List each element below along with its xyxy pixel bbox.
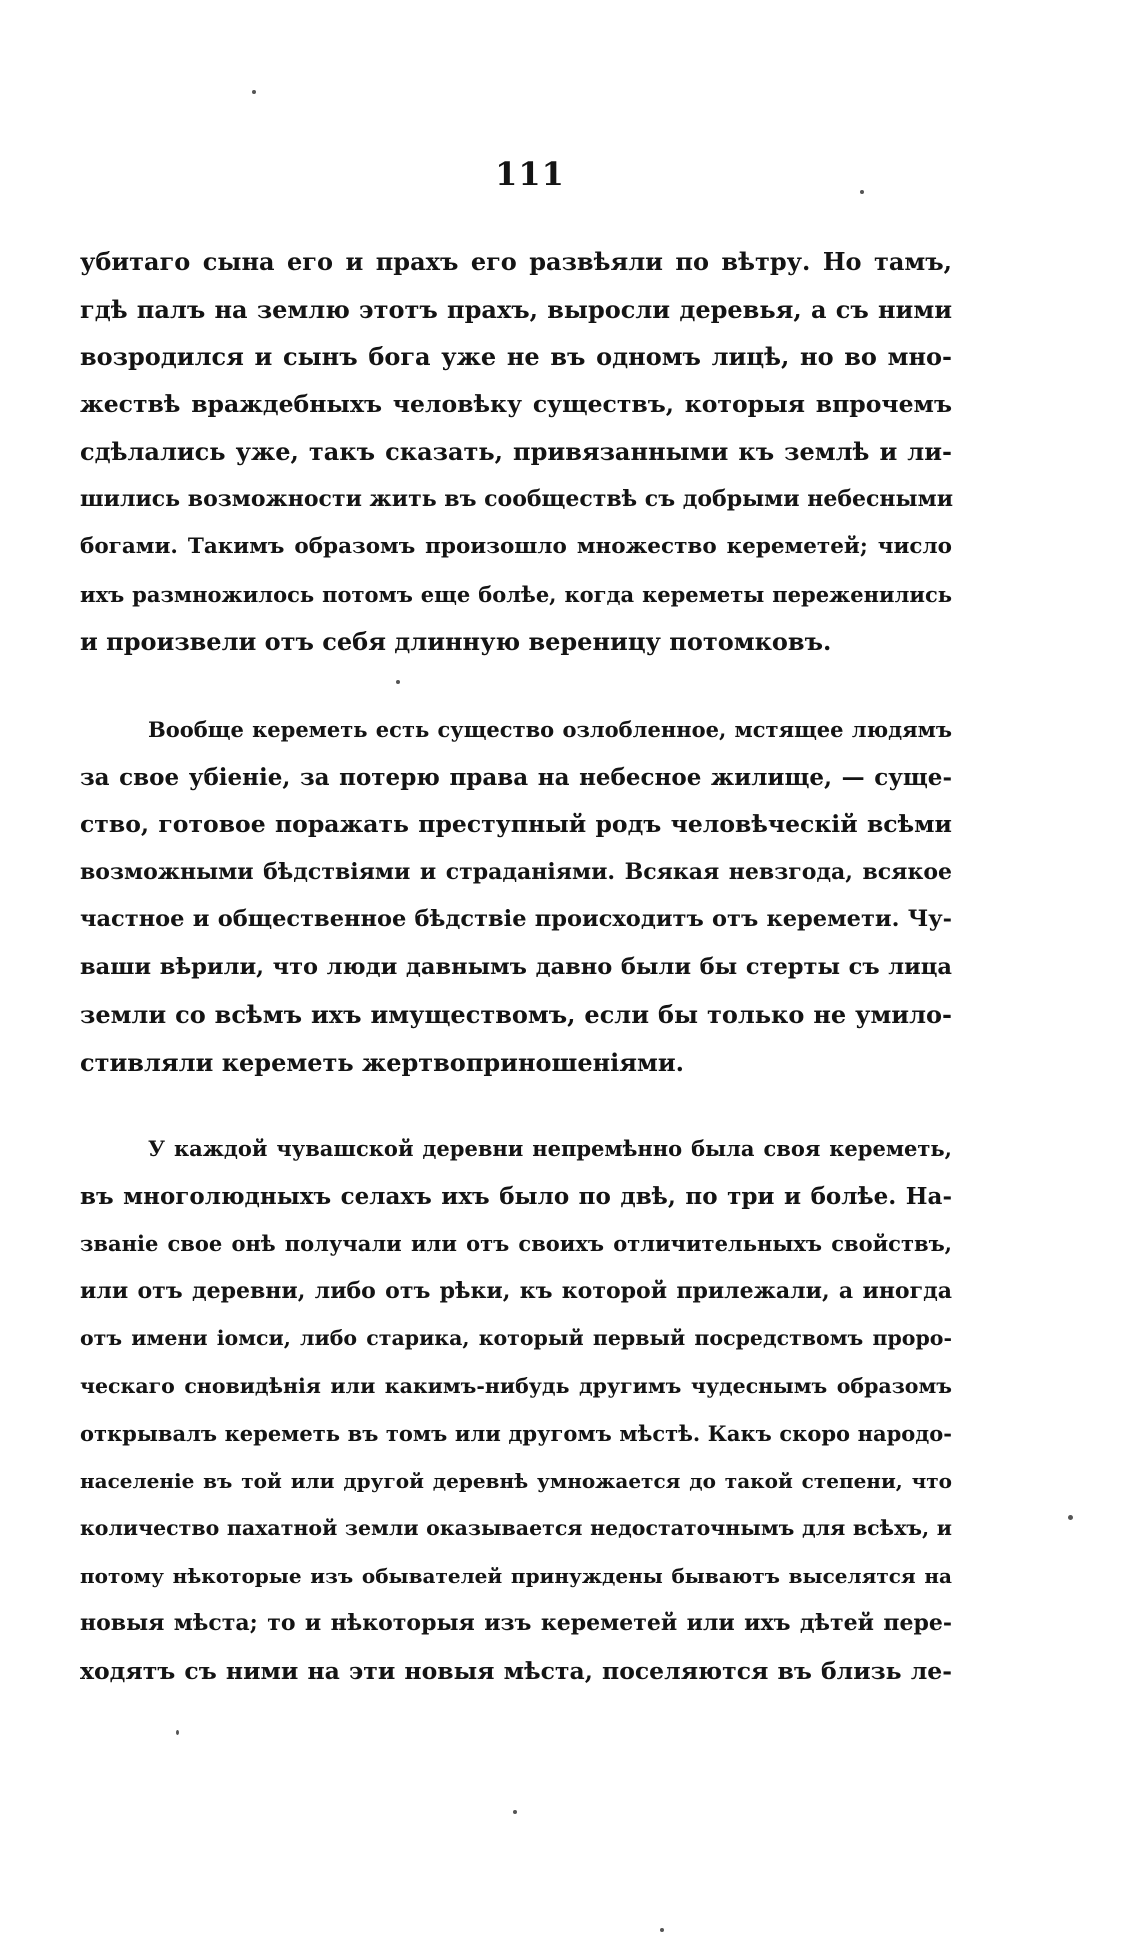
text-line: и произвели отъ себя длинную вереницу потомковъ. [80,627,832,656]
text-line: частное и общественное бѣдствіе происходитъ отъ керемети. Чу- [80,906,952,932]
text-line: количество пахатной земли оказывается недостаточнымъ для всѣхъ, и [80,1516,952,1540]
text-line: жествѣ враждебныхъ человѣку существъ, которыя впрочемъ [80,389,952,418]
text-line: за свое убіеніе, за потерю права на небесное жилище, — суще- [80,763,952,791]
text-line: открывалъ кереметь въ томъ или другомъ мѣстѣ. Какъ скоро народо- [80,1421,952,1446]
text-line: или отъ деревни, либо отъ рѣки, къ которой прилежали, а иногда [80,1277,952,1304]
text-line: сдѣлались уже, такъ сказать, привязанными къ землѣ и ли- [80,437,952,466]
scan-speck [513,1810,517,1814]
text-line: ходятъ съ ними на эти новыя мѣста, поселяются въ близь ле- [80,1656,952,1685]
scan-speck [1068,1515,1073,1520]
text-line: ваши вѣрили, что люди давнымъ давно были бы стерты съ лица [80,953,952,980]
text-line: возродился и сынъ бога уже не въ одномъ лицѣ, но во мно- [80,342,952,371]
text-line: богами. Такимъ образомъ произошло множество кереметей; число [80,534,952,559]
scan-speck [176,1730,179,1735]
text-line: въ многолюдныхъ селахъ ихъ было по двѣ, по три и болѣе. На- [80,1182,952,1210]
text-line: шились возможности жить въ сообществѣ съ добрыми небесными [80,485,954,512]
scan-speck [396,680,400,684]
text-line: У каждой чувашской деревни непремѣнно была своя кереметь, [148,1136,952,1161]
page-number: 111 [495,155,565,193]
paragraph-1 [80,238,952,666]
text-line: земли со всѣмъ ихъ имуществомъ, если бы только не умило- [80,1000,952,1029]
scan-speck [660,1928,664,1932]
scan-speck [860,190,864,194]
paragraph-2 [80,706,952,1086]
text-line: Вообще кереметь есть существо озлобленное, мстящее людямъ [148,717,952,742]
scan-speck [252,90,256,94]
text-line: новыя мѣста; то и нѣкоторыя изъ кереметей или ихъ дѣтей пере- [80,1610,952,1636]
text-line: потому нѣкоторые изъ обывателей принуждены бываютъ выселятся на [80,1563,952,1588]
text-line: ческаго сновидѣнія или какимъ-нибудь другимъ чудеснымъ образомъ [80,1373,952,1398]
text-line: населеніе въ той или другой деревнѣ умножается до такой степени, что [80,1468,952,1493]
text-line: стивляли кереметь жертвоприношеніями. [80,1047,685,1077]
paragraph-3 [80,1125,952,1695]
text-line: отъ имени іомси, либо старика, который первый посредствомъ проро- [80,1326,952,1350]
text-line: ихъ размножилось потомъ еще болѣе, когда кереметы переженились [80,581,952,607]
text-line: возможными бѣдствіями и страданіями. Всякая невзгода, всякое [80,858,952,885]
text-line: ство, готовое поражать преступный родъ человѣческій всѣми [80,810,952,838]
text-line: званіе свое онѣ получали или отъ своихъ отличительныхъ свойствъ, [80,1231,952,1256]
text-line: гдѣ палъ на землю этотъ прахъ, выросли деревья, а съ ними [80,294,952,324]
text-line: убитаго сына его и прахъ его развѣяли по вѣтру. Но тамъ, [80,247,952,276]
